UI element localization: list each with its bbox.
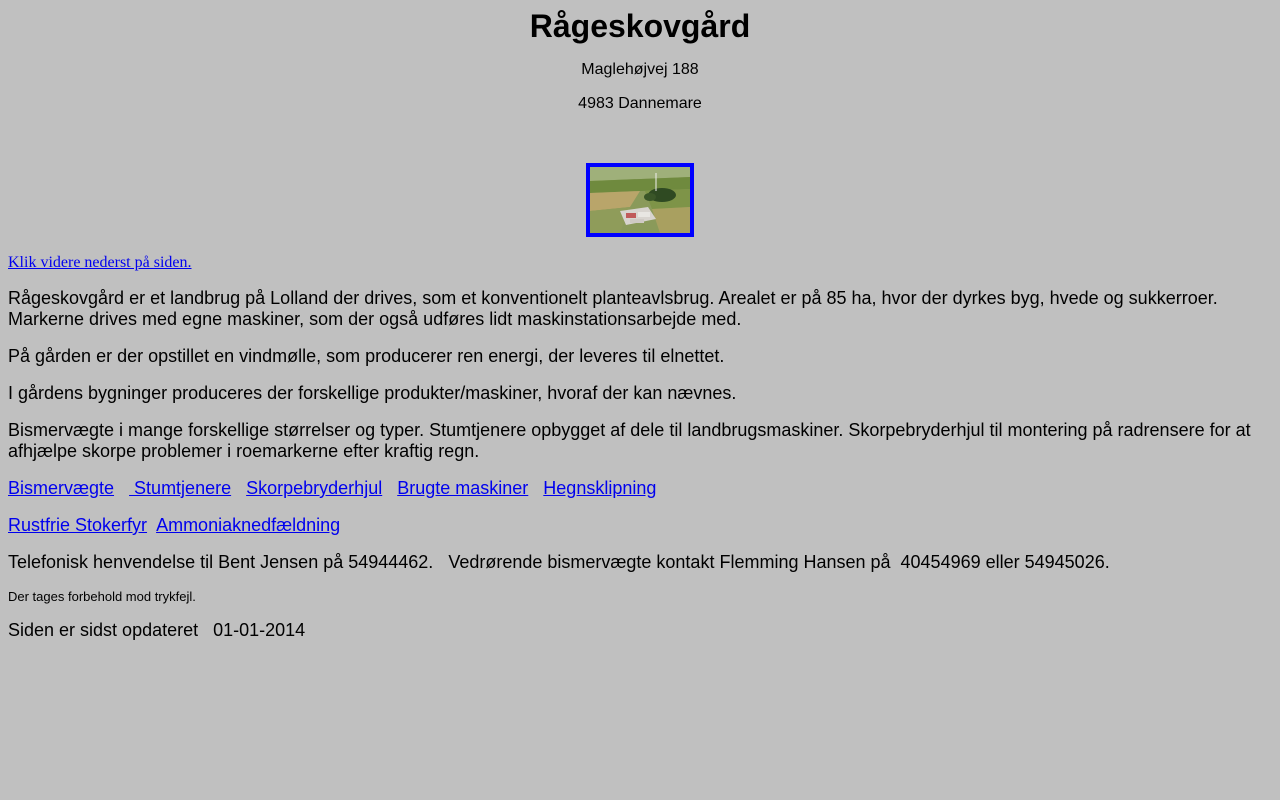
link-rustfrie-stokerfyr[interactable]: Rustfrie Stokerfyr bbox=[8, 515, 148, 535]
link-skorpebryderhjul[interactable]: Skorpebryderhjul bbox=[246, 478, 383, 498]
disclaimer-text: Der tages forbehold mod trykfejl. bbox=[8, 589, 196, 604]
product-links-row bbox=[8, 478, 1272, 499]
farm-aerial-photo-icon bbox=[590, 167, 690, 233]
link-brugte-maskiner[interactable]: Brugte maskiner bbox=[397, 478, 529, 498]
product-links-row-2 bbox=[8, 515, 1272, 536]
photo-container bbox=[8, 163, 1272, 237]
products-paragraph: I gårdens bygninger produceres der forskellige produkter/maskiner, hvoraf der kan nævnes. bbox=[8, 383, 737, 403]
link-hegnsklipning[interactable]: Hegnsklipning bbox=[543, 478, 657, 498]
products-detail-paragraph: Bismervægte i mange forskellige størrelser og typer. Stumtjenere opbygget af dele til landbrugsmaskiner. Skorpebryderhjul til montering på radrensere for at afhjælpe skorpe problemer i roemarkerne efter kraftig regn. bbox=[8, 420, 1251, 461]
intro-paragraph: Rågeskovgård er et landbrug på Lolland der drives, som et konventionelt planteavlsbrug. Arealet er på 85 ha, hvor der dyrkes byg, hvede og sukkerroer. Markerne drives med egne maskiner, som der også udføres lidt maskinstationsarbejde med. bbox=[8, 288, 1218, 329]
windmill-paragraph: På gården er der opstillet en vindmølle, som producerer ren energi, der leveres til elnettet. bbox=[8, 346, 725, 366]
last-updated-text: Siden er sidst opdateret 01-01-2014 bbox=[8, 620, 306, 640]
link-bismervaegte[interactable]: Bismervægte bbox=[8, 478, 115, 498]
scroll-down-link[interactable]: Klik videre nederst på siden. bbox=[8, 254, 192, 271]
link-stumtjenere[interactable]: Stumtjenere bbox=[129, 478, 232, 498]
link-ammoniaknedfaeldning[interactable]: Ammoniaknedfældning bbox=[156, 515, 341, 535]
page bbox=[0, 8, 1280, 641]
contact-text: Telefonisk henvendelse til Bent Jensen på 54944462. Vedrørende bismervægte kontakt Flemming Hansen på 40454969 eller 54945026. bbox=[8, 552, 1110, 572]
address-city: 4983 Dannemare bbox=[578, 95, 702, 112]
address-street: Maglehøjvej 188 bbox=[581, 61, 699, 78]
page-title: Rågeskovgård bbox=[529, 8, 751, 44]
farm-photo-link[interactable] bbox=[586, 163, 694, 237]
